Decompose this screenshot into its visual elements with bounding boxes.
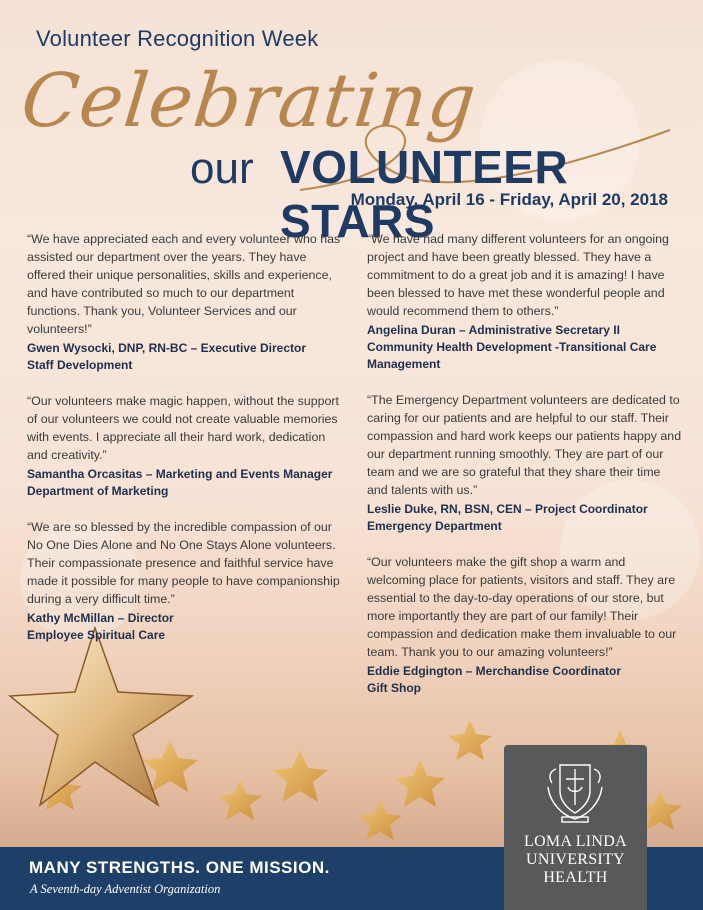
testimonial-quote: “Our volunteers make the gift shop a warm and welcoming place for patients, visitors and staff. They are essential to the day-to-day operations of our store, but more importantly they are part of our family! Their compassion and dedication make them invaluable to our team. Thank you to our amazing volunteers!”: [367, 555, 677, 659]
event-kicker: Volunteer Recognition Week: [36, 26, 319, 51]
testimonial: [27, 518, 342, 644]
author-department: Emergency Department: [367, 519, 502, 533]
script-title: Celebrating: [17, 58, 481, 144]
author-name: Samantha Orcasitas – Marketing and Events Manager: [27, 467, 333, 481]
footer-subtagline: A Seventh-day Adventist Organization: [30, 882, 221, 896]
author-name: Angelina Duran – Administrative Secretary II: [367, 323, 620, 337]
author-department: Gift Shop: [367, 681, 421, 695]
author-name: Kathy McMillan – Director: [27, 611, 174, 625]
author-department: Community Health Development -Transitional Care Management: [367, 340, 657, 371]
author-department: Department of Marketing: [27, 484, 169, 498]
author-department: Staff Development: [27, 358, 133, 372]
logo-line-3: HEALTH: [543, 869, 608, 886]
testimonial: [367, 553, 682, 697]
testimonial-author: [367, 501, 682, 535]
testimonial-quote: “We have appreciated each and every volunteer who has assisted our department over the years. They have offered their unique personalities, skills and experience, and have contributed so much to our department functions. Thank you, Volunteer Services and our volunteers!”: [27, 232, 341, 336]
author-name: Eddie Edgington – Merchandise Coordinator: [367, 664, 622, 678]
llu-health-logo: [504, 745, 647, 910]
testimonial-author: [367, 663, 682, 697]
logo-line-1: LOMA LINDA: [524, 833, 627, 850]
testimonial-author: [367, 322, 682, 373]
left-column: [27, 230, 342, 662]
university-crest-icon: [540, 757, 610, 827]
testimonial-author: [27, 466, 342, 500]
author-department: Employee Spiritual Care: [27, 628, 166, 642]
testimonial-quote: “We have had many different volunteers for an ongoing project and have been greatly blessed. They have a commitment to do a great job and it is amazing! I have been blessed to have met these wonderful people and would recommend them to others.”: [367, 232, 669, 318]
testimonial: [367, 230, 682, 373]
author-name: Gwen Wysocki, DNP, RN-BC – Executive Director: [27, 341, 306, 355]
title-volunteer-stars: VOLUNTEER STARS: [280, 141, 569, 247]
testimonial-quote: “Our volunteers make magic happen, without the support of our volunteers we could not create valuable memories with events. I appreciate all their hard work, dedication and creativity.”: [27, 394, 339, 462]
testimonial: [27, 392, 342, 500]
testimonial-quote: “We are so blessed by the incredible compassion of our No One Dies Alone and No One Stays Alone volunteers. Their compassionate presence and faithful service have made it possible for many people to have companionship during a very difficult time.”: [27, 520, 340, 606]
testimonial-author: [27, 340, 342, 374]
testimonial: [367, 391, 682, 535]
testimonial-author: [27, 610, 342, 644]
testimonial-quote: “The Emergency Department volunteers are dedicated to caring for our patients and are helpful to our staff. Their compassion and hard work keeps our patients happy and our department running smoothly. They are part of our team and we are so grateful that they share their time and talents with us.”: [367, 393, 682, 497]
title-our: our: [190, 144, 254, 193]
author-name: Leslie Duke, RN, BSN, CEN – Project Coordinator: [367, 502, 648, 516]
logo-line-2: UNIVERSITY: [526, 851, 625, 868]
testimonial: [27, 230, 342, 374]
right-column: [367, 230, 682, 715]
event-dates: Monday, April 16 - Friday, April 20, 2018: [350, 190, 668, 209]
footer-tagline: MANY STRENGTHS. ONE MISSION.: [29, 858, 330, 877]
